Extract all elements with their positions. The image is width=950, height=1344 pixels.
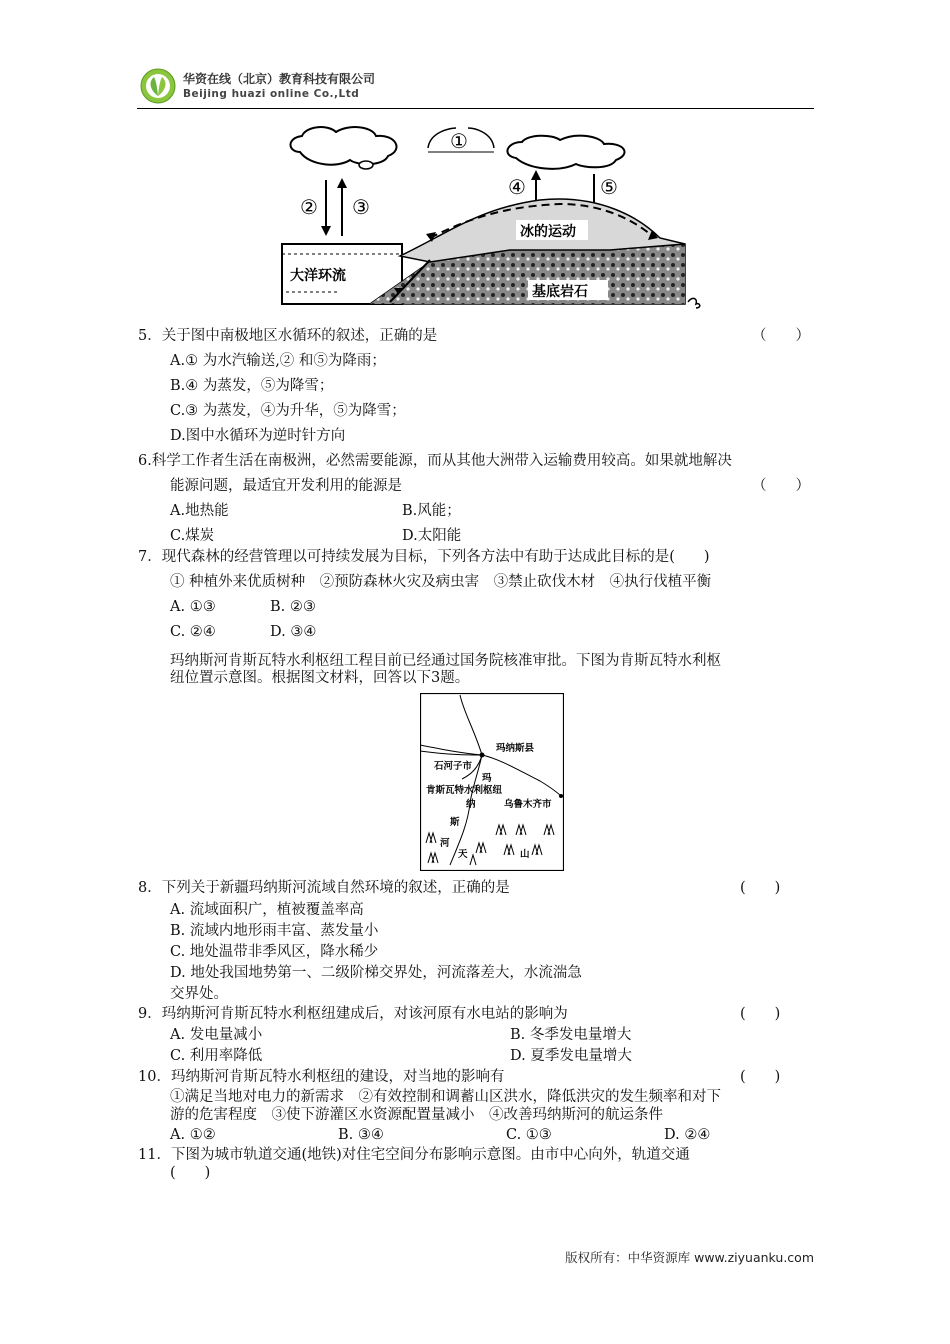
company-logo (140, 68, 176, 104)
label-3: ③ (352, 195, 370, 219)
manas-river-map (420, 693, 564, 871)
q10-option-d: D. ②④ (664, 1127, 711, 1143)
q10-answer-paren: ( ) (740, 1069, 781, 1085)
q6-option-c: C.煤炭 (170, 528, 215, 544)
q8-option-d-cont: 交界处。 (170, 986, 228, 1002)
q5-answer-paren: （ ） (752, 328, 810, 344)
q5-option-d: D.图中水循环为逆时针方向 (170, 428, 346, 444)
map-ma: 玛 (482, 773, 492, 784)
q8-option-c: C. 地处温带非季风区，降水稀少 (170, 944, 379, 960)
map-he: 河 (440, 838, 450, 849)
q11-stem: 11．下图为城市轨道交通(地铁)对住宅空间分布影响示意图。由市中心向外，轨道交通 (138, 1147, 690, 1163)
q5-option-a: A.① 为水汽输送,② 和⑤为降雨； (170, 353, 386, 369)
q9-option-a: A. 发电量减小 (170, 1027, 263, 1043)
q9-option-d: D. 夏季发电量增大 (510, 1048, 632, 1064)
company-name-cn: 华资在线（北京）教育科技有限公司 (183, 72, 376, 86)
company-name-en: Beijing huazi online Co.,Ltd (183, 88, 360, 100)
q8-option-a: A. 流域面积广，植被覆盖率高 (170, 902, 364, 918)
q6-option-b: B.风能； (402, 503, 461, 519)
water-cycle-figure (280, 122, 705, 312)
q7-option-a: A. ①③ (170, 599, 216, 615)
map-na: 纳 (466, 799, 476, 810)
map-si: 斯 (450, 817, 460, 828)
q8-answer-paren: ( ) (740, 880, 781, 896)
q10-items-line1: ①满足当地对电力的新需求 ②有效控制和调蓄山区洪水，降低洪灾的发生频率和对下 (170, 1089, 721, 1105)
q10-items-line2: 游的危害程度 ③使下游灌区水资源配置量减小 ④改善玛纳斯河的航运条件 (170, 1107, 663, 1123)
q10-option-a: A. ①② (170, 1127, 216, 1143)
q9-stem: 9．玛纳斯河肯斯瓦特水利枢纽建成后，对该河原有水电站的影响为 (138, 1006, 568, 1022)
q6-option-d: D.太阳能 (402, 528, 462, 544)
map-manas-county: 玛纳斯县 (496, 743, 535, 754)
q8-stem: 8．下列关于新疆玛纳斯河流域自然环境的叙述，正确的是 (138, 880, 510, 896)
q7-option-d: D. ③④ (270, 624, 317, 640)
q9-answer-paren: ( ) (740, 1006, 781, 1022)
q6-stem-line1: 6.科学工作者生活在南极洲，必然需要能源，而从其他大洲带入运输费用较高。如果就地解决 (138, 453, 732, 469)
ice-label: 冰的运动 (520, 224, 576, 240)
q9-option-b: B. 冬季发电量增大 (510, 1027, 632, 1043)
q11-answer-paren: ( ) (170, 1165, 211, 1181)
q8-option-d: D. 地处我国地势第一、二级阶梯交界处，河流落差大，水流湍急 (170, 965, 582, 981)
q6-option-a: A.地热能 (170, 503, 229, 519)
q9-option-c: C. 利用率降低 (170, 1048, 263, 1064)
footer-copyright: 版权所有：中华资源库 www.ziyuanku.com (565, 1250, 814, 1265)
intro-line1: 玛纳斯河肯斯瓦特水利枢纽工程目前已经通过国务院核准审批。下图为肯斯瓦特水利枢 (170, 653, 721, 669)
bedrock-label: 基底岩石 (532, 284, 588, 300)
q7-items: ① 种植外来优质树种 ②预防森林火灾及病虫害 ③禁止砍伐木材 ④执行伐植平衡 (170, 574, 712, 590)
label-4: ④ (508, 175, 526, 199)
header-divider (137, 108, 814, 109)
left-cloud (291, 127, 397, 165)
q6-answer-paren: （ ） (752, 478, 810, 494)
q5-option-c: C.③ 为蒸发，④为升华，⑤为降雪； (170, 403, 406, 419)
q10-option-b: B. ③④ (338, 1127, 384, 1143)
intro-line2: 纽位置示意图。根据图文材料，回答以下3题。 (170, 670, 470, 686)
q8-option-b: B. 流域内地形雨丰富、蒸发量小 (170, 923, 379, 939)
label-1: ① (450, 129, 468, 153)
q7-option-c: C. ②④ (170, 624, 216, 640)
ocean-label: 大洋环流 (290, 268, 346, 284)
q5-stem: 5．关于图中南极地区水循环的叙述，正确的是 (138, 328, 438, 344)
label-2: ② (300, 195, 318, 219)
q10-option-c: C. ①③ (506, 1127, 552, 1143)
map-urumqi: 乌鲁木齐市 (504, 799, 552, 810)
q5-option-b: B.④ 为蒸发，⑤为降雪； (170, 378, 334, 394)
q7-stem: 7．现代森林的经营管理以可持续发展为目标，下列各方法中有助于达成此目标的是( ) (138, 549, 710, 565)
map-shan: 山 (520, 849, 530, 860)
right-cloud (507, 136, 624, 169)
map-tian: 天 (458, 849, 468, 860)
label-5: ⑤ (600, 175, 618, 199)
map-dam: 肯斯瓦特水利枢纽 (426, 785, 503, 796)
q6-stem-line2: 能源问题，最适宜开发利用的能源是 (170, 478, 402, 494)
q10-stem: 10．玛纳斯河肯斯瓦特水利枢纽的建设，对当地的影响有 (138, 1069, 505, 1085)
q7-option-b: B. ②③ (270, 599, 316, 615)
map-shihezi: 石河子市 (434, 761, 473, 772)
